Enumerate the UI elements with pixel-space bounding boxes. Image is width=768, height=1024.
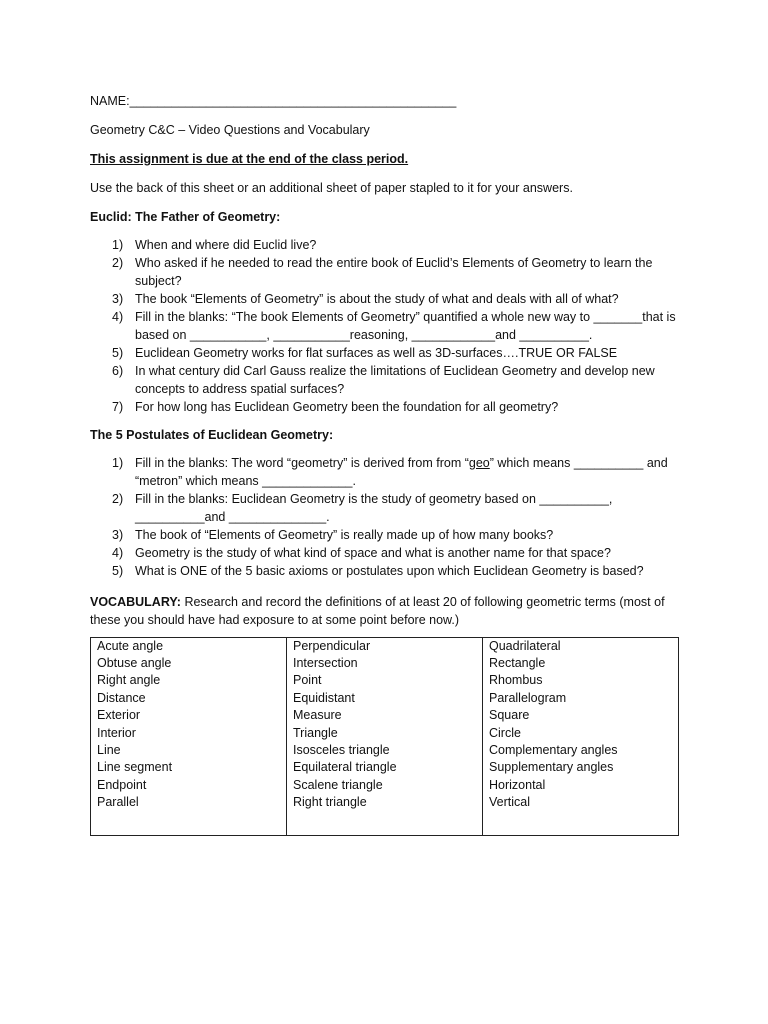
question-item (90, 544, 680, 562)
underlined-word: geo (468, 456, 490, 470)
vocabulary-instructions: Research and record the definitions of at least 20 of following geometric terms (most of these you should have had exposure to at some point before now.) (90, 594, 665, 627)
question-text: In what century did Carl Gauss realize the limitations of Euclidean Geometry and develop new concepts to address spatial surfaces? (135, 364, 655, 396)
question-text: Euclidean Geometry works for flat surfaces as well as 3D-surfaces….TRUE OR FALSE (135, 346, 618, 360)
question-item (90, 490, 680, 526)
question-item (90, 236, 680, 254)
vocab-term: Triangle (293, 725, 338, 740)
vocab-term: Point (293, 673, 322, 688)
question-text: Fill in the blanks: Euclidean Geometry is the study of geometry based on __________, __________and ______________. (135, 492, 613, 524)
question-number: 2) (112, 492, 124, 506)
vocab-term: Endpoint (97, 777, 147, 792)
question-text: What is ONE of the 5 basic axioms or postulates upon which Euclidean Geometry is based? (135, 564, 644, 578)
question-item (90, 454, 680, 490)
vocabulary-row (91, 637, 679, 835)
vocab-term: Parallel (97, 795, 139, 810)
question-item (90, 526, 680, 544)
vocab-term: Exterior (97, 708, 141, 723)
vocab-term: Line segment (97, 760, 173, 775)
question-number: 4) (112, 546, 124, 560)
name-line: NAME:_______________________________________________ (90, 94, 457, 108)
question-text-before: Fill in the blanks: The word “geometry” is derived from from “ (135, 456, 469, 470)
question-number: 6) (112, 364, 124, 378)
vocab-term: Measure (293, 708, 342, 723)
question-number: 3) (112, 528, 124, 542)
question-item (90, 562, 680, 580)
vocab-term: Equilateral triangle (293, 760, 397, 775)
question-number: 3) (112, 292, 124, 306)
instructions: Use the back of this sheet or an additional sheet of paper stapled to it for your answers. (90, 181, 573, 195)
vocabulary-intro (90, 593, 680, 629)
question-number: 5) (112, 564, 124, 578)
question-item (90, 398, 680, 416)
question-number: 5) (112, 346, 124, 360)
vocab-term: Intersection (293, 655, 358, 670)
question-item (90, 254, 680, 290)
vocab-term: Quadrilateral (489, 638, 561, 653)
vocab-term: Distance (97, 690, 146, 705)
question-number: 7) (112, 400, 124, 414)
vocab-term: Perpendicular (293, 638, 371, 653)
vocab-term: Supplementary angles (489, 760, 614, 775)
question-text-after: ” which means __________ and “metron” which means _____________. (135, 456, 668, 488)
question-number: 1) (112, 238, 124, 252)
vocab-term: Equidistant (293, 690, 355, 705)
vocab-term: Parallelogram (489, 690, 567, 705)
vocab-term: Right angle (97, 673, 161, 688)
vocab-term: Line (97, 742, 121, 757)
section-heading-postulates: The 5 Postulates of Euclidean Geometry: (90, 428, 334, 442)
vocab-term: Right triangle (293, 795, 367, 810)
question-number: 2) (112, 256, 124, 270)
vocabulary-lead: VOCABULARY: (90, 594, 181, 609)
question-text: Who asked if he needed to read the entire book of Euclid’s Elements of Geometry to learn the subject? (135, 256, 653, 288)
question-item (90, 308, 680, 344)
question-item (90, 290, 680, 308)
question-text: When and where did Euclid live? (135, 238, 317, 252)
vocab-term: Complementary angles (489, 742, 618, 757)
question-number: 1) (112, 456, 124, 470)
vocab-term: Obtuse angle (97, 655, 172, 670)
question-text: Geometry is the study of what kind of space and what is another name for that space? (135, 546, 611, 560)
postulates-question-list (90, 454, 680, 580)
vocab-term: Circle (489, 725, 521, 740)
vocab-term: Vertical (489, 795, 530, 810)
question-text: For how long has Euclidean Geometry been the foundation for all geometry? (135, 400, 559, 414)
vocab-term: Interior (97, 725, 136, 740)
question-text (135, 456, 668, 488)
due-notice: This assignment is due at the end of the class period. (90, 152, 409, 166)
vocab-term: Scalene triangle (293, 777, 383, 792)
vocab-term: Square (489, 708, 530, 723)
vocab-term: Rhombus (489, 673, 543, 688)
vocabulary-column-1 (91, 637, 287, 835)
vocab-term: Acute angle (97, 638, 164, 653)
vocabulary-column-3 (483, 637, 679, 835)
vocabulary-table (90, 637, 679, 836)
vocab-term: Horizontal (489, 777, 546, 792)
vocabulary-column-2 (287, 637, 483, 835)
vocab-term: Rectangle (489, 655, 546, 670)
question-text: Fill in the blanks: “The book Elements of Geometry” quantified a whole new way to _______that is based on ___________, ___________reasoning, ____________and __________. (135, 310, 676, 342)
question-number: 4) (112, 310, 124, 324)
euclid-question-list (90, 236, 680, 416)
section-heading-euclid: Euclid: The Father of Geometry: (90, 210, 281, 224)
worksheet-content (90, 92, 680, 836)
question-item (90, 362, 680, 398)
question-text: The book of “Elements of Geometry” is really made up of how many books? (135, 528, 554, 542)
question-text: The book “Elements of Geometry” is about the study of what and deals with all of what? (135, 292, 619, 306)
question-item (90, 344, 680, 362)
vocab-term: Isosceles triangle (293, 742, 390, 757)
course-title: Geometry C&C – Video Questions and Vocabulary (90, 123, 370, 137)
